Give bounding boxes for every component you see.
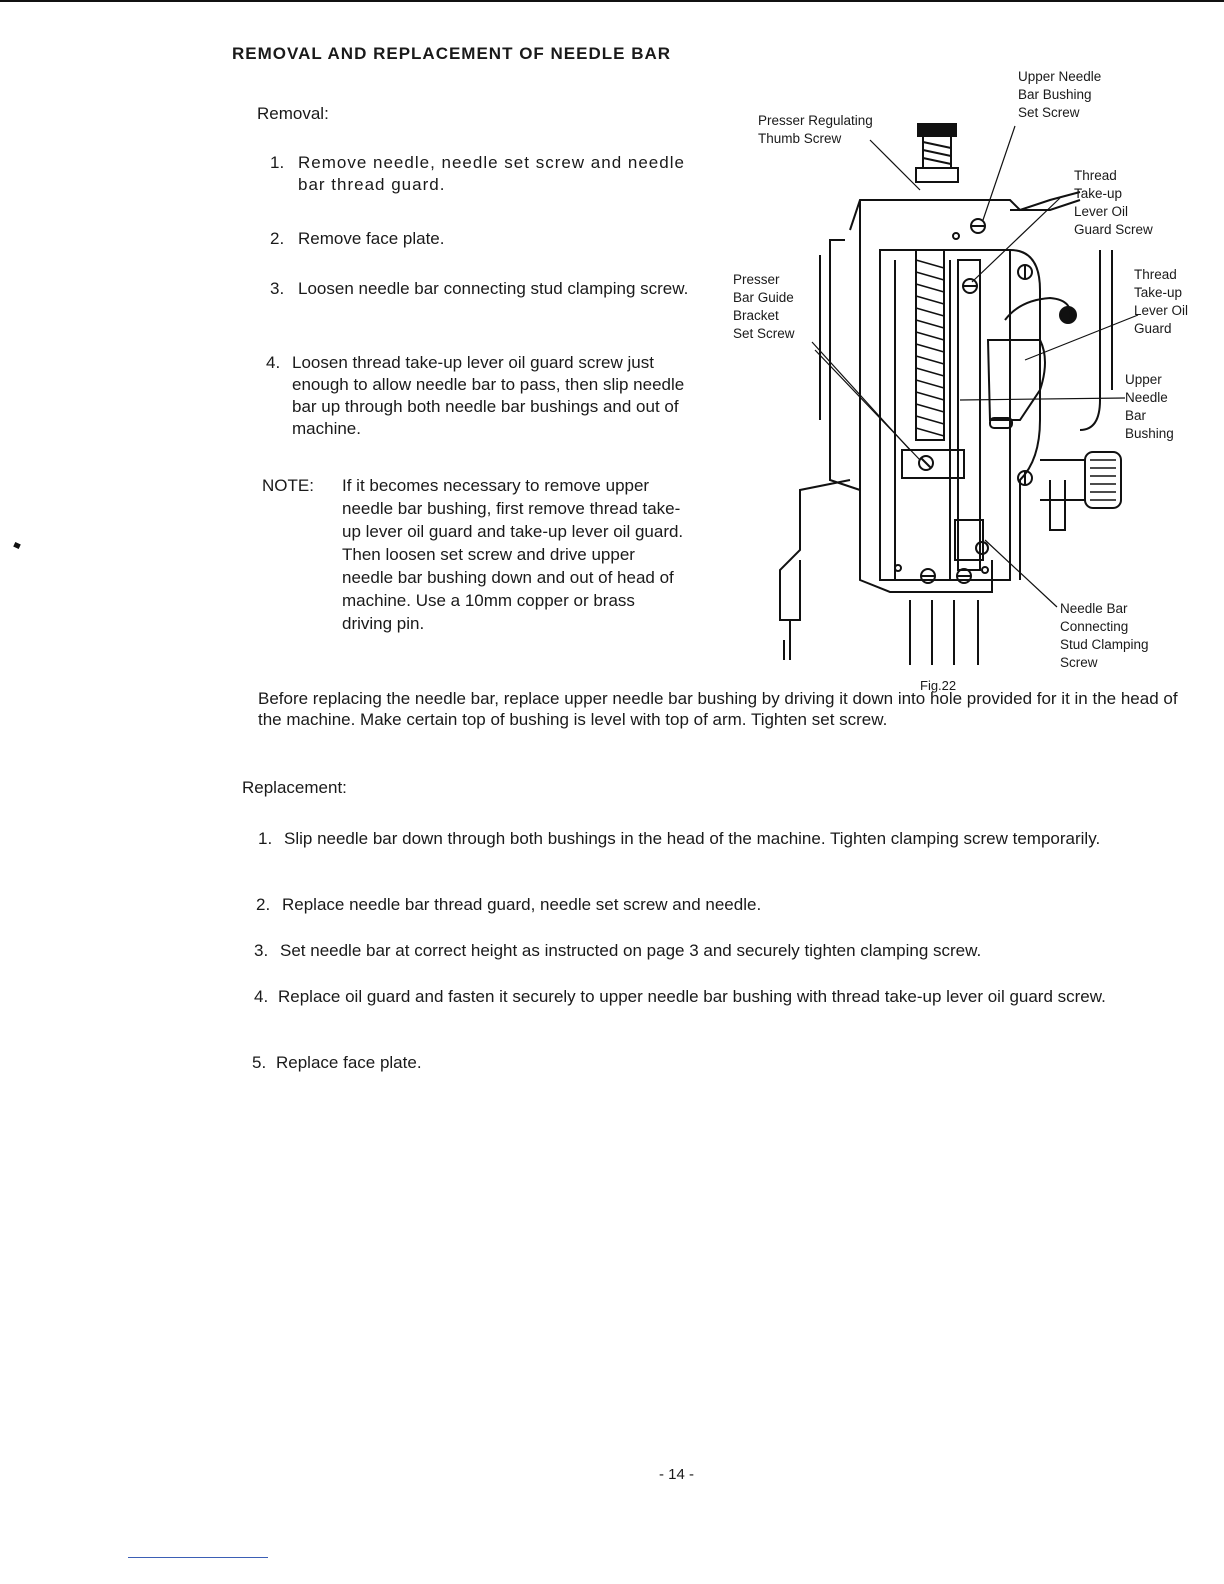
note-label: NOTE: — [262, 476, 314, 495]
step-text: Remove face plate. — [298, 229, 445, 248]
step-text: Loosen needle bar connecting stud clamping screw. — [298, 279, 689, 298]
step-text: Replace face plate. — [276, 1053, 422, 1072]
label-presser-regulating-thumb-screw: Presser Regulating Thumb Screw — [758, 113, 873, 146]
step-number: 4. — [266, 353, 281, 372]
label-thread-take-up-lever-oil-guard-screw: Thread Take-up Lever Oil Guard Screw — [1074, 168, 1153, 237]
label-upper-needle-bar-bushing: Upper Needle Bar Bushing — [1125, 372, 1174, 441]
step-number: 4. — [254, 987, 269, 1006]
step-text: Replace oil guard and fasten it securely to upper needle bar bushing with thread take-up lever oil guard screw. — [278, 987, 1106, 1006]
scan-speck — [13, 542, 21, 549]
step-number: 3. — [270, 279, 285, 298]
step-number: 1. — [270, 153, 285, 172]
step-number: 3. — [254, 941, 269, 960]
top-rule — [0, 0, 1224, 2]
figure-caption: Fig.22 — [920, 678, 957, 693]
page-title: REMOVAL AND REPLACEMENT OF NEEDLE BAR — [232, 44, 672, 63]
step-number: 2. — [270, 229, 285, 248]
step-text: Loosen thread take-up lever oil guard screw just enough to allow needle bar to pass, then slip needle bar up through both needle bar bushings and out of machine. — [292, 353, 685, 438]
step-text: Remove needle, needle set screw and needle bar thread guard. — [298, 153, 685, 194]
step-number: 1. — [258, 829, 273, 848]
step-text: Replace needle bar thread guard, needle set screw and needle. — [282, 895, 762, 914]
needle-bar-head-diagram — [720, 60, 1210, 680]
step-number: 5. — [252, 1053, 267, 1072]
before-replacing-paragraph: Before replacing the needle bar, replace upper needle bar bushing by driving it down into hole provided for it in the head of the machine. Make certain top of bushing is level with top of arm. Tighten set screw. — [258, 689, 1178, 729]
page-number: - 14 - — [659, 1466, 695, 1483]
footer-rule — [128, 1557, 268, 1558]
removal-heading: Removal: — [257, 104, 329, 123]
label-needle-bar-connecting-stud-clamping-screw: Needle Bar Connecting Stud Clamping Screw — [1060, 601, 1149, 670]
step-text: Set needle bar at correct height as instructed on page 3 and securely tighten clamping screw. — [280, 941, 982, 960]
label-thread-take-up-lever-oil-guard: Thread Take-up Lever Oil Guard — [1134, 267, 1189, 336]
label-upper-needle-bar-bushing-set-screw: Upper Needle Bar Bushing Set Screw — [1018, 69, 1102, 120]
note-text: If it becomes necessary to remove upper needle bar bushing, first remove thread take-up lever oil guard and take-up lever oil guard. Then loosen set screw and drive upper needle bar bushing down and out of head of machine. Use a 10mm copper or brass driving pin. — [342, 476, 684, 633]
step-text: Slip needle bar down through both bushings in the head of the machine. Tighten clamping screw temporarily. — [284, 829, 1101, 848]
replacement-heading: Replacement: — [242, 778, 347, 797]
step-number: 2. — [256, 895, 271, 914]
label-presser-bar-guide-bracket-set-screw: Presser Bar Guide Bracket Set Screw — [733, 272, 795, 341]
